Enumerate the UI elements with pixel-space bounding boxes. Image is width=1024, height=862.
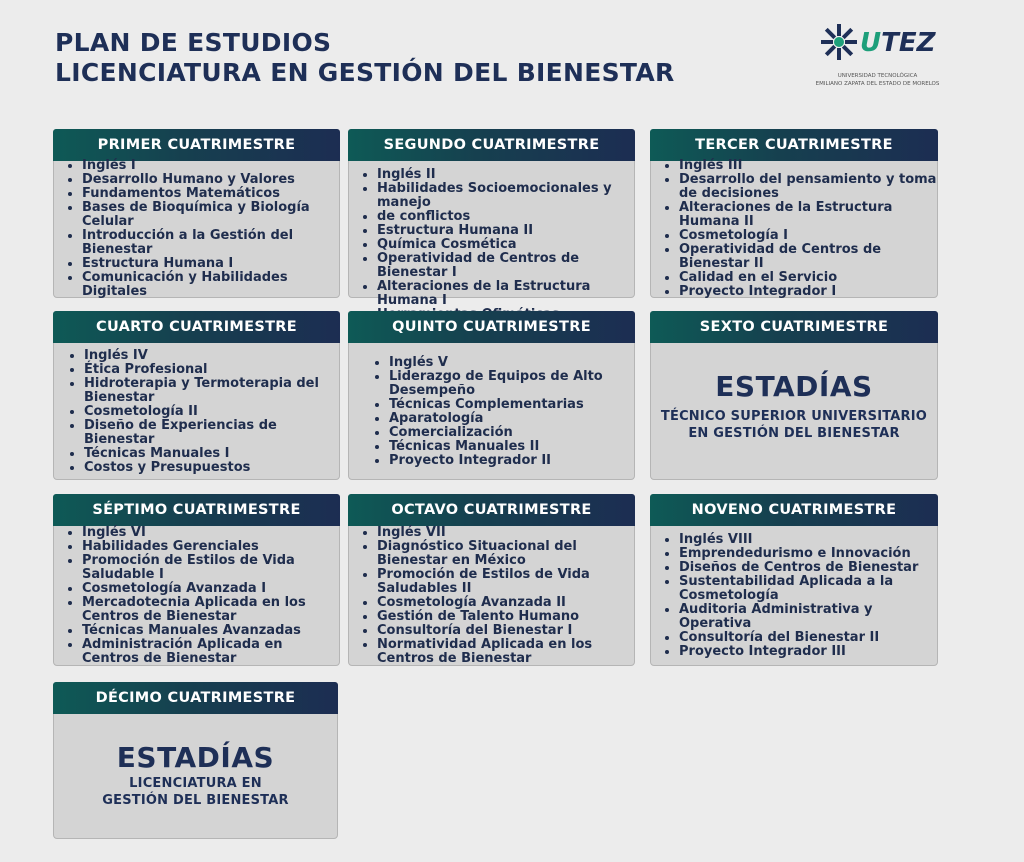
- subject-item: • Auditoria Administrativa y Operativa: [679, 603, 929, 631]
- card-decimo: [53, 682, 338, 839]
- subject-item: • Desarrollo del pensamiento y toma de decisiones: [679, 173, 937, 201]
- card-cuarto: [53, 311, 340, 480]
- subject-item: • Inglés VIII: [679, 533, 929, 547]
- subject-item: • Cosmetología II: [84, 405, 335, 419]
- subject-item: • Desarrollo Humano y Valores: [82, 173, 335, 187]
- subject-item: • Alteraciones de la Estructura Humana II: [679, 201, 937, 229]
- subject-item: • Inglés I: [82, 159, 335, 173]
- utez-logo: [815, 18, 945, 93]
- card-title: OCTAVO CUATRIMESTRE: [348, 494, 635, 526]
- estadias-title: ESTADÍAS: [116, 741, 275, 774]
- logo-wordmark: UTEZ: [860, 28, 936, 58]
- subject-item: • Técnicas Manuales I: [84, 447, 335, 461]
- subject-item: • Técnicas Manuales II: [389, 440, 614, 454]
- card-title: DÉCIMO CUATRIMESTRE: [53, 682, 338, 714]
- subject-item: • Diseño de Experiencias de Bienestar: [84, 419, 335, 447]
- card-title: NOVENO CUATRIMESTRE: [650, 494, 938, 526]
- subject-item: • Promoción de Estilos de Vida Saludable I: [82, 554, 325, 582]
- card-noveno: [650, 494, 938, 666]
- subject-item: • Diseños de Centros de Bienestar: [679, 561, 929, 575]
- subject-item: • Cosmetología I: [679, 229, 937, 243]
- subject-list: [349, 526, 610, 666]
- subject-list: [349, 168, 632, 322]
- subject-item: • Consultoría del Bienestar II: [679, 631, 929, 645]
- subject-item: • Habilidades Gerenciales: [82, 540, 325, 554]
- card-title: QUINTO CUATRIMESTRE: [348, 311, 635, 343]
- subject-item: • Proyecto Integrador III: [679, 645, 929, 659]
- subject-item: • Cosmetología Avanzada II: [377, 596, 610, 610]
- subject-item: • Fundamentos Matemáticos: [82, 187, 335, 201]
- subject-item: • Técnicas Complementarias: [389, 398, 614, 412]
- subject-item: • Calidad en el Servicio: [679, 271, 937, 285]
- card-primer: [53, 129, 340, 298]
- page-subtitle: LICENCIATURA EN GESTIÓN DEL BIENESTAR: [55, 58, 675, 87]
- card-segundo: [348, 129, 635, 308]
- subject-item: • Inglés VI: [82, 526, 325, 540]
- subject-item: • Inglés V: [389, 356, 614, 370]
- subject-item: • Introducción a la Gestión del Bienestar: [82, 229, 335, 257]
- subject-item: • Administración Aplicada en Centros de Bienestar: [82, 638, 325, 666]
- subject-item: • Inglés IV: [84, 349, 335, 363]
- subject-item: • Proyecto Integrador II: [389, 454, 614, 468]
- card-title: CUARTO CUATRIMESTRE: [53, 311, 340, 343]
- subject-list: [54, 349, 335, 475]
- subject-item: • Costos y Presupuestos: [84, 461, 335, 475]
- card-quinto: [348, 311, 635, 480]
- page-title: PLAN DE ESTUDIOS: [55, 28, 332, 57]
- subject-item: • Habilidades Socioemocionales y manejo: [377, 182, 632, 210]
- estadias-title: ESTADÍAS: [715, 370, 873, 403]
- subject-item: • Operatividad de Centros de Bienestar II: [679, 243, 937, 271]
- subject-item: • Mercadotecnia Aplicada en los Centros de Bienestar: [82, 596, 325, 624]
- logo-emblem-icon: [819, 22, 859, 62]
- page-header: [55, 28, 675, 88]
- subject-item: • Normatividad Aplicada en los Centros de Bienestar: [377, 638, 610, 666]
- subject-item: • Estructura Humana II: [377, 224, 632, 238]
- card-sexto: [650, 311, 938, 480]
- subject-item: • Operatividad de Centros de Bienestar I: [377, 252, 632, 280]
- subject-item: • Comunicación y Habilidades Digitales: [82, 271, 335, 299]
- card-title: SEXTO CUATRIMESTRE: [650, 311, 938, 343]
- card-septimo: [53, 494, 340, 666]
- logo-subtitle: UNIVERSIDAD TECNOLÓGICA EMILIANO ZAPATA DEL ESTADO DE MORELOS: [815, 73, 940, 87]
- card-title: SÉPTIMO CUATRIMESTRE: [53, 494, 340, 526]
- subject-item: • Emprendedurismo e Innovación: [679, 547, 929, 561]
- subject-list: [651, 159, 937, 299]
- subject-list: [54, 526, 325, 666]
- subject-item: • Proyecto Integrador I: [679, 285, 937, 299]
- subject-item: • Gestión de Talento Humano: [377, 610, 610, 624]
- subject-item: • Ética Profesional: [84, 363, 335, 377]
- estadias-degree: LICENCIATURA EN GESTIÓN DEL BIENESTAR: [102, 776, 289, 808]
- subject-item: • Inglés III: [679, 159, 937, 173]
- subject-item: • Inglés VII: [377, 526, 610, 540]
- subject-item: • Liderazgo de Equipos de Alto Desempeño: [389, 370, 614, 398]
- subject-item: • Cosmetología Avanzada I: [82, 582, 325, 596]
- card-tercer: [650, 129, 938, 298]
- subject-item: • Aparatología: [389, 412, 614, 426]
- subject-item: • Diagnóstico Situacional del Bienestar en México: [377, 540, 610, 568]
- subject-item: • Comercialización: [389, 426, 614, 440]
- card-title: SEGUNDO CUATRIMESTRE: [348, 129, 635, 161]
- subject-item: • Inglés II: [377, 168, 632, 182]
- estadias-degree: TÉCNICO SUPERIOR UNIVERSITARIO EN GESTIÓN DEL BIENESTAR: [660, 409, 928, 441]
- subject-list: [651, 533, 929, 659]
- subject-item: • Hidroterapia y Termoterapia del Bienestar: [84, 377, 335, 405]
- subject-item: • Química Cosmética: [377, 238, 632, 252]
- subject-item: • Sustentabilidad Aplicada a la Cosmetología: [679, 575, 929, 603]
- subject-item: • de conflictos: [377, 210, 632, 224]
- subject-item: • Alteraciones de la Estructura Humana I: [377, 280, 632, 308]
- subject-item: • Promoción de Estilos de Vida Saludables II: [377, 568, 610, 596]
- subject-list: [54, 159, 335, 299]
- subject-list: [349, 356, 614, 468]
- card-title: TERCER CUATRIMESTRE: [650, 129, 938, 161]
- subject-item: • Técnicas Manuales Avanzadas: [82, 624, 325, 638]
- subject-item: • Consultoría del Bienestar I: [377, 624, 610, 638]
- subject-item: • Bases de Bioquímica y Biología Celular: [82, 201, 335, 229]
- subject-item: • Estructura Humana I: [82, 257, 335, 271]
- card-title: PRIMER CUATRIMESTRE: [53, 129, 340, 161]
- card-octavo: [348, 494, 635, 666]
